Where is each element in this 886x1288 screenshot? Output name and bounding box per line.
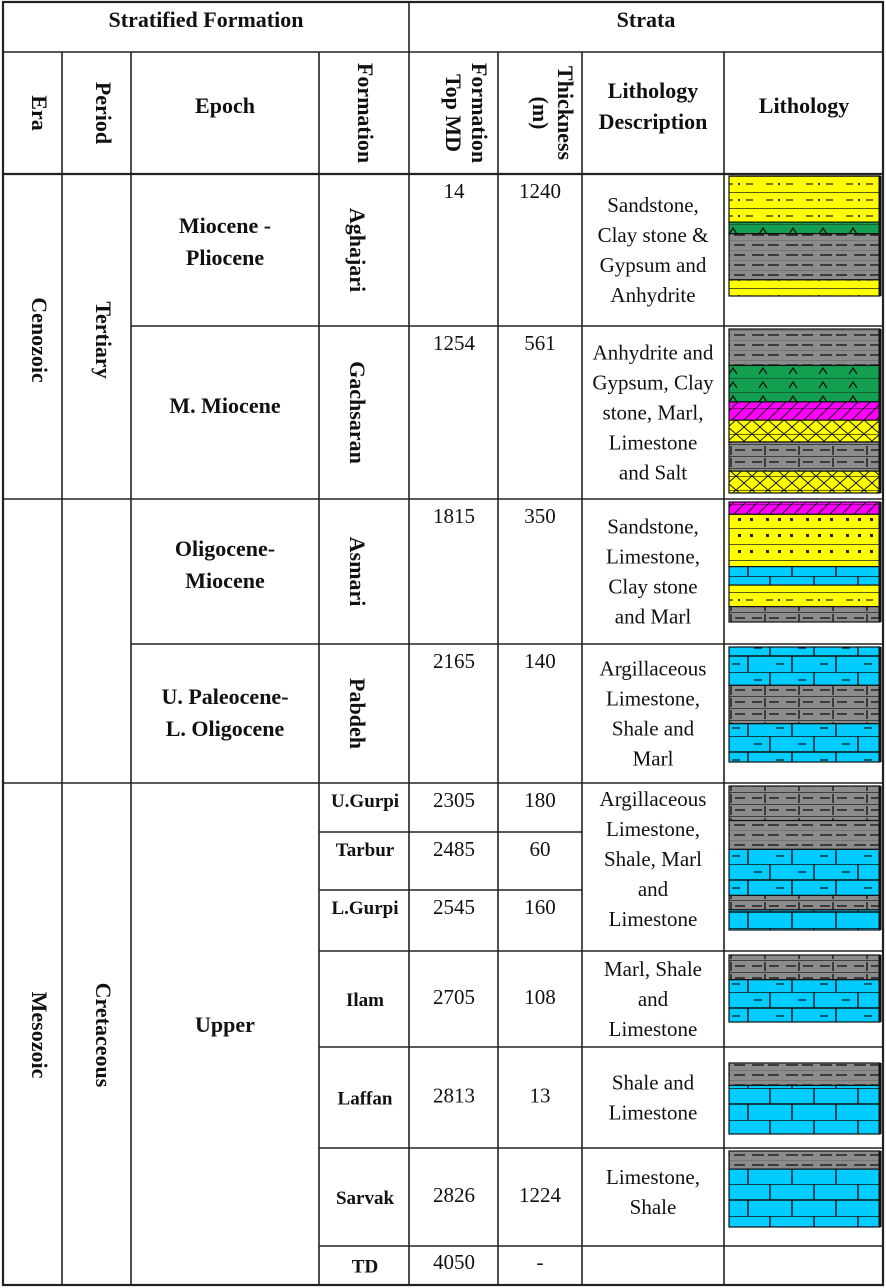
era-mesozoic: Mesozoic bbox=[27, 991, 52, 1079]
lithology-description-line: stone, Marl, bbox=[602, 400, 704, 425]
thickness-value: 350 bbox=[524, 504, 556, 528]
lithology-description-line: Anhydrite bbox=[610, 283, 696, 307]
formation-name: Laffan bbox=[337, 1088, 393, 1110]
lithology-layer-limestone bbox=[729, 1169, 880, 1227]
strata-header: Strata bbox=[616, 7, 676, 32]
lithology-layer-argillaceous_limestone bbox=[729, 849, 880, 895]
lithology-layer-anhydrite bbox=[729, 402, 880, 420]
epoch-label: Miocene - bbox=[178, 213, 272, 238]
lithology-description-line: Argillaceous bbox=[599, 656, 707, 681]
lithology-description-line: Marl bbox=[632, 746, 674, 771]
thickness-value: 1224 bbox=[519, 1183, 561, 1207]
epoch-label: Pliocene bbox=[185, 245, 265, 270]
lithology-description-line: Limestone, bbox=[606, 686, 700, 711]
period-header: Period bbox=[91, 81, 116, 145]
lithology-layer-salt bbox=[729, 420, 880, 442]
lithology-description-header-line1: Lithology bbox=[607, 78, 699, 103]
top-md-value: 2705 bbox=[433, 985, 475, 1009]
lithology-layer-limestone bbox=[729, 567, 880, 585]
formation-name: Sarvak bbox=[335, 1188, 395, 1209]
thickness-value: 108 bbox=[524, 985, 556, 1009]
lithology-description-header-line2: Description bbox=[598, 109, 708, 134]
lithology-layer-limestone bbox=[729, 910, 880, 930]
thickness-value: 13 bbox=[529, 1083, 551, 1108]
thickness-value: 561 bbox=[524, 331, 556, 355]
lithology-layer-limestone bbox=[729, 1085, 880, 1134]
lithology-description-line: Clay stone & bbox=[597, 223, 709, 247]
lithology-description-line: Sandstone, bbox=[607, 193, 699, 217]
epoch-label: Oligocene- bbox=[174, 536, 276, 561]
lithology-layer-shale bbox=[729, 1151, 880, 1169]
lithology-layer-marl bbox=[729, 442, 880, 471]
top-md-value: 14 bbox=[443, 179, 465, 203]
lithology-layer-marl bbox=[729, 895, 880, 909]
period-cretaceous: Cretaceous bbox=[91, 982, 116, 1088]
epoch-column bbox=[161, 213, 288, 1037]
lithology-layer-marl bbox=[729, 786, 880, 821]
lithology-description-line: Shale bbox=[629, 1195, 677, 1219]
lithology-layer-shale bbox=[729, 821, 880, 850]
top-md-value: 2485 bbox=[433, 837, 475, 861]
lithology-description-line: Limestone bbox=[608, 1100, 698, 1125]
lithology-description-line: Limestone, bbox=[606, 817, 700, 841]
lithology-description-line: Marl, Shale bbox=[604, 957, 702, 981]
thickness-value: 60 bbox=[529, 837, 551, 861]
lithology-description-line: and bbox=[637, 877, 669, 901]
lithology-layer-sandstone bbox=[729, 514, 880, 566]
thickness-value: 180 bbox=[524, 788, 556, 812]
epoch-label: M. Miocene bbox=[169, 393, 281, 418]
table-header bbox=[27, 7, 849, 163]
formation-column bbox=[331, 179, 562, 1278]
era-column bbox=[27, 297, 52, 1078]
lithology-description-line: Limestone bbox=[608, 430, 698, 455]
epoch-label: Miocene bbox=[185, 568, 265, 593]
lithology-header: Lithology bbox=[758, 93, 850, 118]
lithology-layer-sandstone bbox=[729, 585, 880, 607]
thickness-value: 160 bbox=[524, 895, 556, 919]
formation-header: Formation bbox=[353, 62, 378, 164]
lithology-layer-anhydrite bbox=[729, 502, 880, 514]
epoch-label: U. Paleocene- bbox=[161, 684, 289, 709]
period-tertiary: Tertiary bbox=[91, 301, 116, 379]
lithology-description-line: Argillaceous bbox=[599, 787, 707, 811]
top-md-value: 1815 bbox=[433, 504, 475, 528]
lithology-description-column bbox=[592, 193, 714, 1219]
top-md-value: 2813 bbox=[433, 1083, 475, 1108]
top-md-value: 2305 bbox=[433, 788, 475, 812]
formation-name: TD bbox=[351, 1256, 379, 1278]
formation-name: Gachsaran bbox=[345, 361, 370, 464]
top-md-value: 2165 bbox=[433, 649, 475, 673]
lithology-layer-gypsum bbox=[729, 222, 880, 234]
top-md-value: 4050 bbox=[433, 1250, 475, 1274]
lithology-description-line: Limestone bbox=[608, 907, 698, 931]
epoch-label: L. Oligocene bbox=[165, 716, 285, 741]
lithology-layer-marl bbox=[729, 607, 880, 622]
era-cenozoic: Cenozoic bbox=[27, 297, 52, 383]
thickness-header-line1: Thickness bbox=[553, 65, 578, 161]
stratified-formation-header: Stratified Formation bbox=[108, 7, 304, 32]
formation-name: L.Gurpi bbox=[331, 898, 399, 919]
lithology-description-line: Sandstone, bbox=[607, 514, 699, 539]
lithology-description-line: Shale and bbox=[611, 716, 695, 741]
lithology-layer-sandstone bbox=[729, 280, 880, 296]
formation-name: Ilam bbox=[346, 990, 384, 1011]
formation-name: Aghajari bbox=[345, 207, 370, 293]
lithology-description-line: and Marl bbox=[614, 604, 692, 629]
lithology-column bbox=[729, 176, 880, 1227]
top-md-header-line2: Top MD bbox=[441, 73, 466, 153]
lithology-description-line: Limestone, bbox=[606, 1165, 700, 1189]
lithology-layer-argillaceous_limestone bbox=[729, 724, 880, 762]
lithology-layer-salt bbox=[729, 471, 880, 493]
lithology-description-line: and bbox=[637, 987, 669, 1011]
lithology-layer-sandstone bbox=[729, 176, 880, 222]
lithology-layer-argillaceous_limestone bbox=[729, 980, 880, 1022]
thickness-value: - bbox=[536, 1250, 544, 1274]
lithology-description-line: Gypsum, Clay bbox=[592, 370, 714, 395]
formation-name: Tarbur bbox=[335, 840, 395, 861]
period-column bbox=[91, 301, 116, 1087]
lithology-layer-marl bbox=[729, 955, 880, 980]
thickness-value: 1240 bbox=[519, 179, 561, 203]
era-header: Era bbox=[27, 95, 52, 131]
thickness-header-line2: (m) bbox=[528, 96, 553, 130]
formation-name: Asmari bbox=[345, 536, 370, 607]
lithology-layer-argillaceous_limestone bbox=[729, 647, 880, 685]
lithology-layer-shale bbox=[729, 1063, 880, 1085]
lithology-description-line: Shale, Marl bbox=[604, 847, 702, 871]
lithology-description-line: Clay stone bbox=[608, 574, 698, 599]
lithology-layer-shale bbox=[729, 329, 880, 365]
top-md-value: 1254 bbox=[433, 331, 475, 355]
top-md-value: 2545 bbox=[433, 895, 475, 919]
lithology-description-line: Limestone, bbox=[606, 544, 700, 569]
lithology-description-line: and Salt bbox=[618, 460, 688, 485]
lithology-description-line: Anhydrite and bbox=[592, 340, 714, 365]
top-md-header-line1: Formation bbox=[467, 62, 492, 164]
formation-name: U.Gurpi bbox=[330, 791, 400, 812]
thickness-value: 140 bbox=[524, 649, 556, 673]
formation-name: Pabdeh bbox=[345, 678, 370, 749]
lithology-layer-gypsum bbox=[729, 365, 880, 401]
lithology-description-line: Shale and bbox=[611, 1070, 695, 1095]
lithology-description-line: Limestone bbox=[608, 1017, 698, 1041]
top-md-value: 2826 bbox=[433, 1183, 475, 1207]
epoch-label: Upper bbox=[195, 1012, 255, 1037]
lithology-layer-shale bbox=[729, 234, 880, 280]
lithology-layer-marl bbox=[729, 685, 880, 723]
epoch-header: Epoch bbox=[195, 93, 255, 118]
lithology-description-line: Gypsum and bbox=[599, 253, 707, 277]
